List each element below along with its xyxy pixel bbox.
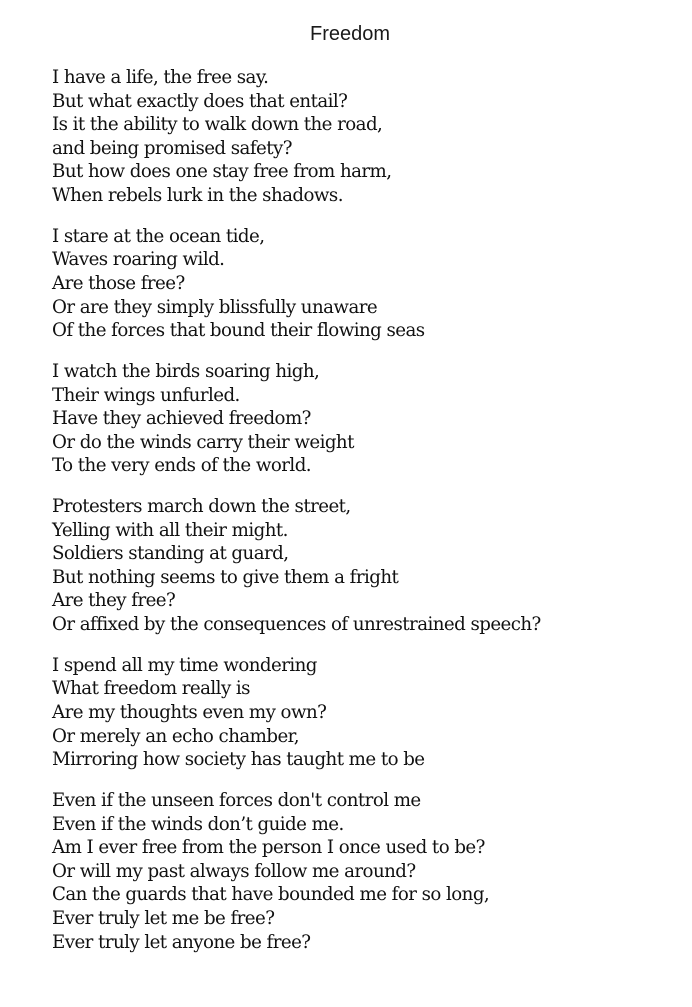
poem-line: Can the guards that have bounded me for so long, <box>52 884 490 906</box>
poem-line: Or are they simply blissfully unaware <box>52 296 378 318</box>
poem-line: Ever truly let anyone be free? <box>52 931 311 953</box>
stanza <box>52 225 672 343</box>
poem-line: Even if the winds don’t guide me. <box>52 813 344 835</box>
poem-line: What freedom really is <box>52 678 250 700</box>
poem-line: Waves roaring wild. <box>52 249 225 271</box>
poem-line: Or do the winds carry their weight <box>52 431 354 453</box>
poem-line: But how does one stay free from harm, <box>52 161 392 183</box>
poem-line: Even if the unseen forces don't control me <box>52 789 421 811</box>
poem-line: Have they achieved freedom? <box>52 408 311 430</box>
poem-line: Of the forces that bound their flowing seas <box>52 320 425 342</box>
poem-line: Are those free? <box>52 272 185 294</box>
poem-line: To the very ends of the world. <box>52 455 312 477</box>
poem-line: But what exactly does that entail? <box>52 90 348 112</box>
stanza <box>52 360 672 478</box>
stanza <box>52 495 672 637</box>
poem-line: When rebels lurk in the shadows. <box>52 184 343 206</box>
stanza <box>52 654 672 772</box>
poem-line: Is it the ability to walk down the road, <box>52 114 383 136</box>
stanza <box>52 66 672 208</box>
poem-line: Are they free? <box>52 590 176 612</box>
poem-line: But nothing seems to give them a fright <box>52 566 399 588</box>
poem-line: Or will my past always follow me around? <box>52 860 416 882</box>
poem-line: and being promised safety? <box>52 137 292 159</box>
poem-line: Ever truly let me be free? <box>52 907 275 929</box>
poem-line: I stare at the ocean tide, <box>52 225 265 247</box>
poem-line: Mirroring how society has taught me to be <box>52 749 425 771</box>
poem-line: Are my thoughts even my own? <box>52 702 327 723</box>
poem-line: Soldiers standing at guard, <box>52 543 289 565</box>
poem-line: Am I ever free from the person I once used to be? <box>52 837 485 859</box>
poem-line: Yelling with all their might. <box>52 519 288 541</box>
poem-line: I have a life, the free say. <box>52 67 269 88</box>
poem-line: Or merely an echo chamber, <box>52 725 300 747</box>
poem-line: Or affixed by the consequences of unrestrained speech? <box>52 614 541 636</box>
poem-line: Their wings unfurled. <box>52 384 240 406</box>
poem-title: Freedom <box>309 23 391 45</box>
poem-line: Protesters march down the street, <box>52 496 351 518</box>
poem-line: I spend all my time wondering <box>52 654 317 676</box>
poem-body <box>52 66 672 971</box>
poem-line: I watch the birds soaring high, <box>52 360 320 382</box>
stanza <box>52 789 672 954</box>
